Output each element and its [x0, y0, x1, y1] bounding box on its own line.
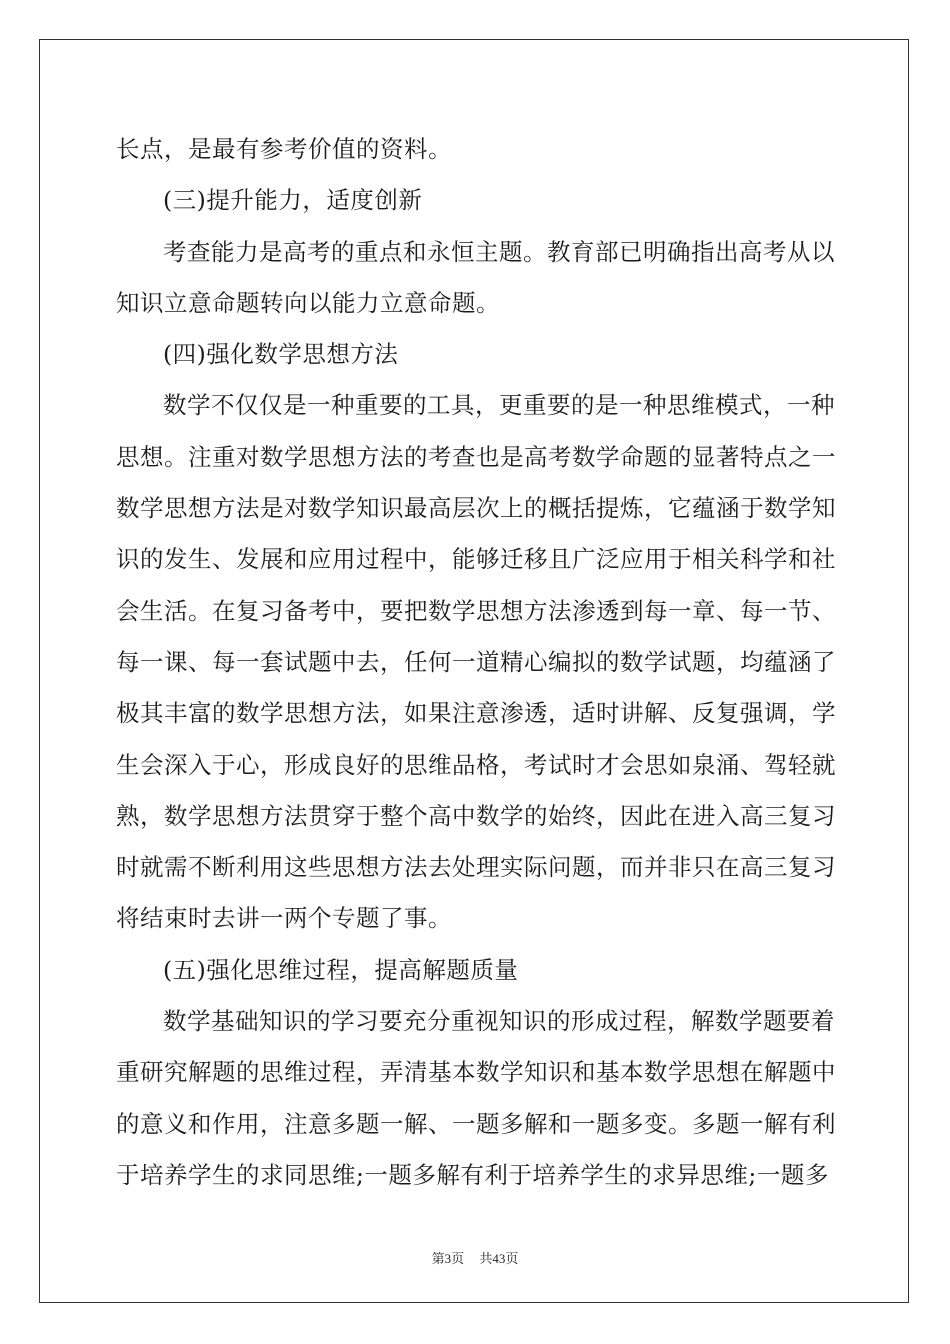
text-line: 生会深入于心，形成良好的思维品格，考试时才会思如泉涌、驾轻就 [116, 750, 836, 779]
text-line: 会生活。在复习备考中，要把数学思想方法渗透到每一章、每一节、 [116, 596, 836, 625]
text-line: 的意义和作用，注意多题一解、一题多解和一题多变。多题一解有利 [116, 1109, 836, 1138]
section-heading: (五)强化思维过程，提高解题质量 [163, 955, 519, 984]
text-line: 思想。注重对数学思想方法的考查也是高考数学命题的显著特点之一 [116, 442, 836, 471]
text-line: 数学不仅仅是一种重要的工具，更重要的是一种思维模式，一种 [163, 391, 835, 420]
page-number: 第3页 [431, 1251, 465, 1266]
text-line: 重研究解题的思维过程，弄清基本数学知识和基本数学思想在解题中 [116, 1058, 836, 1087]
text-line: 将结束时去讲一两个专题了事。 [116, 904, 452, 933]
page-footer [0, 1248, 950, 1267]
text-line: 数学思想方法是对数学知识最高层次上的概括提炼，它蕴涵于数学知 [116, 494, 836, 523]
text-line: 考查能力是高考的重点和永恒主题。教育部已明确指出高考从以 [163, 237, 835, 266]
page-total: 共43页 [479, 1251, 519, 1266]
text-line: 熟，数学思想方法贯穿于整个高中数学的始终，因此在进入高三复习 [116, 801, 836, 830]
text-line: 数学基础知识的学习要充分重视知识的形成过程，解数学题要着 [163, 1007, 835, 1036]
section-heading: (三)提升能力，适度创新 [163, 186, 423, 215]
text-line: 极其丰富的数学思想方法，如果注意渗透，适时讲解、反复强调，学 [116, 699, 836, 728]
text-line: 每一课、每一套试题中去，任何一道精心编拟的数学试题，均蕴涵了 [116, 647, 836, 676]
text-line: 识的发生、发展和应用过程中，能够迁移且广泛应用于相关科学和社 [116, 545, 836, 574]
text-line: 于培养学生的求同思维;一题多解有利于培养学生的求异思维;一题多 [116, 1160, 829, 1189]
text-line: 长点，是最有参考价值的资料。 [116, 135, 452, 163]
section-heading: (四)强化数学思想方法 [163, 340, 399, 369]
text-line: 知识立意命题转向以能力立意命题。 [116, 288, 500, 317]
text-line: 时就需不断利用这些思想方法去处理实际问题，而并非只在高三复习 [116, 853, 836, 882]
document-body [116, 124, 836, 1201]
